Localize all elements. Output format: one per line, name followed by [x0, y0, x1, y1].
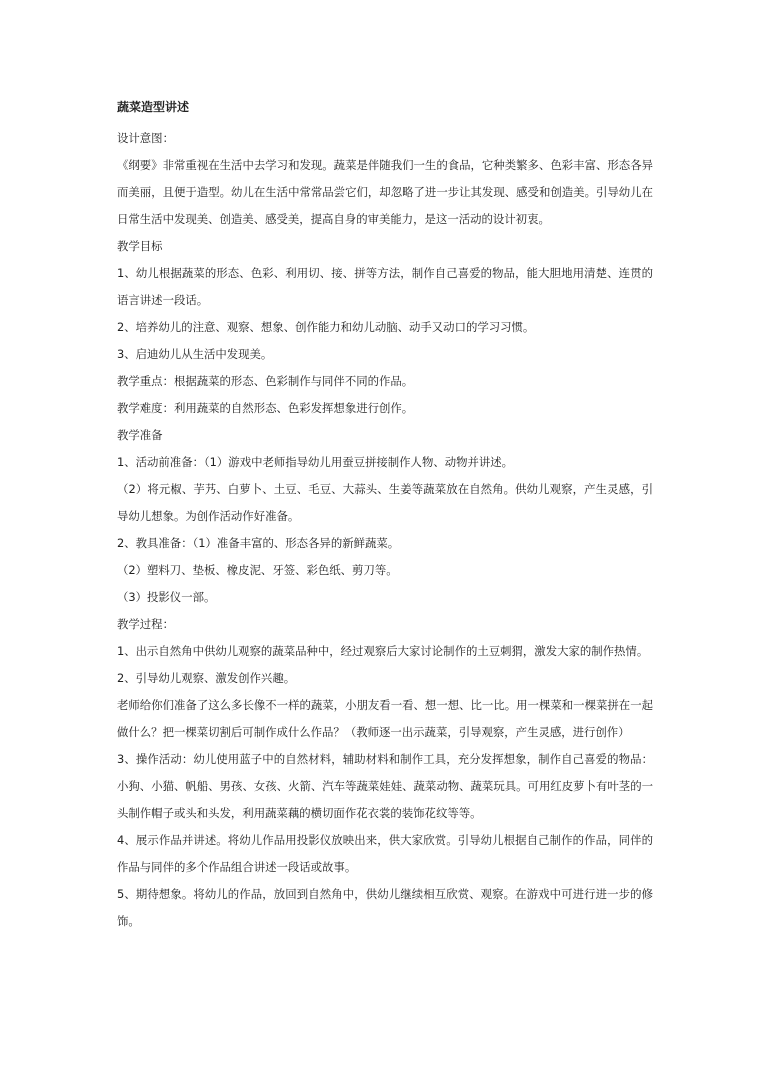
section-heading-teaching-goals: 教学目标	[117, 239, 163, 253]
goal-item-2: 2、培养幼儿的注意、观察、想象、创作能力和幼儿动脑、动手又动口的学习习惯。	[117, 320, 535, 334]
teaching-key-point: 教学重点：根据蔬菜的形态、色彩制作与同伴不同的作品。	[117, 374, 414, 388]
section-heading-preparation: 教学准备	[117, 428, 163, 442]
process-step-1: 1、出示自然角中供幼儿观察的蔬菜品种中，经过观察后大家讨论制作的土豆刺猬，激发大家的制作热情。	[117, 644, 649, 658]
process-step-3: 3、操作活动：幼儿使用蓝子中的自然材料，辅助材料和制作工具，充分发挥想象，制作自己喜爱的物品：小狗、小猫、帆船、男孩、女孩、火箭、汽车等蔬菜娃娃、蔬菜动物、蔬菜玩具。可用红皮萝卜有叶茎的一头制作帽子或头和头发，利用蔬菜藕的横切面作花衣裳的装饰花纹等等。	[117, 752, 653, 820]
document-title: 蔬菜造型讲述	[117, 100, 190, 114]
teaching-difficulty: 教学难度：利用蔬菜的自然形态、色彩发挥想象进行创作。	[117, 401, 414, 415]
section-heading-process: 教学过程：	[117, 617, 174, 631]
preparation-item-1: 1、活动前准备：（1）游戏中老师指导幼儿用蚕豆拼接制作人物、动物并讲述。	[117, 455, 514, 469]
preparation-item-2-3: （3）投影仪一部。	[117, 590, 216, 604]
process-step-4: 4、展示作品并讲述。将幼儿作品用投影仪放映出来，供大家欣赏。引导幼儿根据自己制作的作品，同伴的作品与同伴的多个作品组合讲述一段话或故事。	[117, 833, 653, 874]
process-step-2-detail: 老师给你们准备了这么多长像不一样的蔬菜，小朋友看一看、想一想、比一比。用一棵菜和一棵菜拼在一起做什么？把一棵菜切割后可制作成什么作品？（教师逐一出示蔬菜，引导观察，产生灵感，进行创作）	[117, 698, 653, 739]
paragraph-design-intent: 《纲要》非常重视在生活中去学习和发现。蔬菜是伴随我们一生的食品，它种类繁多、色彩丰富、形态各异而美丽，且便于造型。幼儿在生活中常常品尝它们，却忽略了进一步让其发现、感受和创造美。引导幼儿在日常生活中发现美、创造美、感受美，提高自身的审美能力，是这一活动的设计初衷。	[117, 158, 653, 226]
goal-item-3: 3、启迪幼儿从生活中发现美。	[117, 347, 273, 361]
section-heading-design-intent: 设计意图：	[117, 131, 174, 145]
preparation-item-1-2: （2）将元椒、芋艿、白萝卜、土豆、毛豆、大蒜头、生姜等蔬菜放在自然角。供幼儿观察，产生灵感，引导幼儿想象。为创作活动作好准备。	[117, 482, 653, 523]
preparation-item-2: 2、教具准备：（1）准备丰富的、形态各异的新鲜蔬菜。	[117, 536, 400, 550]
process-step-2: 2、引导幼儿观察、激发创作兴趣。	[117, 671, 296, 685]
goal-item-1: 1、幼儿根据蔬菜的形态、色彩、利用切、接、拼等方法，制作自己喜爱的物品，能大胆地用清楚、连贯的语言讲述一段话。	[117, 266, 653, 307]
process-step-5: 5、期待想象。将幼儿的作品，放回到自然角中，供幼儿继续相互欣赏、观察。在游戏中可进行进一步的修饰。	[117, 887, 653, 928]
document-page	[117, 98, 653, 935]
preparation-item-2-2: （2）塑料刀、垫板、橡皮泥、牙签、彩色纸、剪刀等。	[117, 563, 398, 577]
